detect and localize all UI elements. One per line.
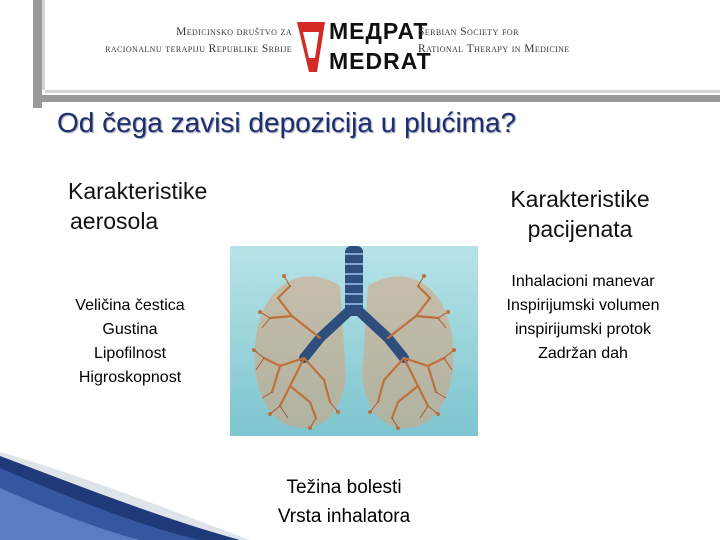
aerosol-heading-line1: Karakteristike — [68, 178, 208, 204]
factor-disease-severity: Težina bolesti — [286, 477, 402, 498]
aerosol-factor-density: Gustina — [102, 321, 158, 338]
patient-factor-breath-hold: Zadržan dah — [538, 345, 628, 362]
factor-inhaler-type: Vrsta inhalatora — [277, 506, 411, 527]
society-name-serbian — [52, 24, 292, 58]
aerosol-heading — [68, 176, 268, 236]
patient-factor-inhalation-maneuver: Inhalacioni manevar — [511, 273, 655, 290]
aerosol-heading-line2: aerosola — [70, 208, 159, 234]
society-name-english — [418, 24, 658, 58]
header-frame-vertical — [33, 0, 42, 108]
society-name-english-line2: Rational Therapy in Medicine — [418, 43, 570, 55]
society-name-serbian-line2: racionalnu terapiju Republike Srbije — [105, 43, 292, 55]
slide-title: Od čega zavisi depozicija u plućima? — [57, 107, 517, 138]
patient-factor-inspiratory-volume: Inspirijumski volumen — [506, 297, 660, 314]
logo-text-latin: MEDRAT — [329, 48, 432, 74]
logo-text-cyrillic: MEДPAT — [329, 18, 429, 44]
aerosol-factor-particle-size: Veličina čestica — [75, 297, 185, 314]
lungs-image — [230, 246, 478, 436]
decorative-swoosh — [0, 448, 250, 540]
patient-factor-inspiratory-flow: inspirijumski protok — [514, 321, 652, 338]
aerosol-factor-lipophilicity: Lipofilnost — [93, 345, 167, 362]
medrat-logo — [295, 14, 432, 80]
other-factor-list — [246, 473, 442, 531]
aerosol-factor-list — [50, 294, 210, 390]
patient-heading-line2: pacijenata — [527, 216, 633, 242]
patient-heading-line1: Karakteristike — [510, 186, 650, 212]
society-name-english-line1: Serbian Society for — [418, 26, 519, 38]
patient-heading — [470, 184, 690, 244]
aerosol-factor-hygroscopicity: Higroskopnost — [78, 369, 182, 386]
header-frame-vertical-inner — [42, 0, 45, 90]
society-name-serbian-line1: Medicinsko društvo za — [176, 26, 292, 38]
header-frame-horizontal-inner — [45, 90, 720, 93]
header-frame-horizontal — [33, 95, 720, 102]
lungs-illustration — [230, 246, 478, 436]
patient-factor-list — [478, 270, 688, 366]
